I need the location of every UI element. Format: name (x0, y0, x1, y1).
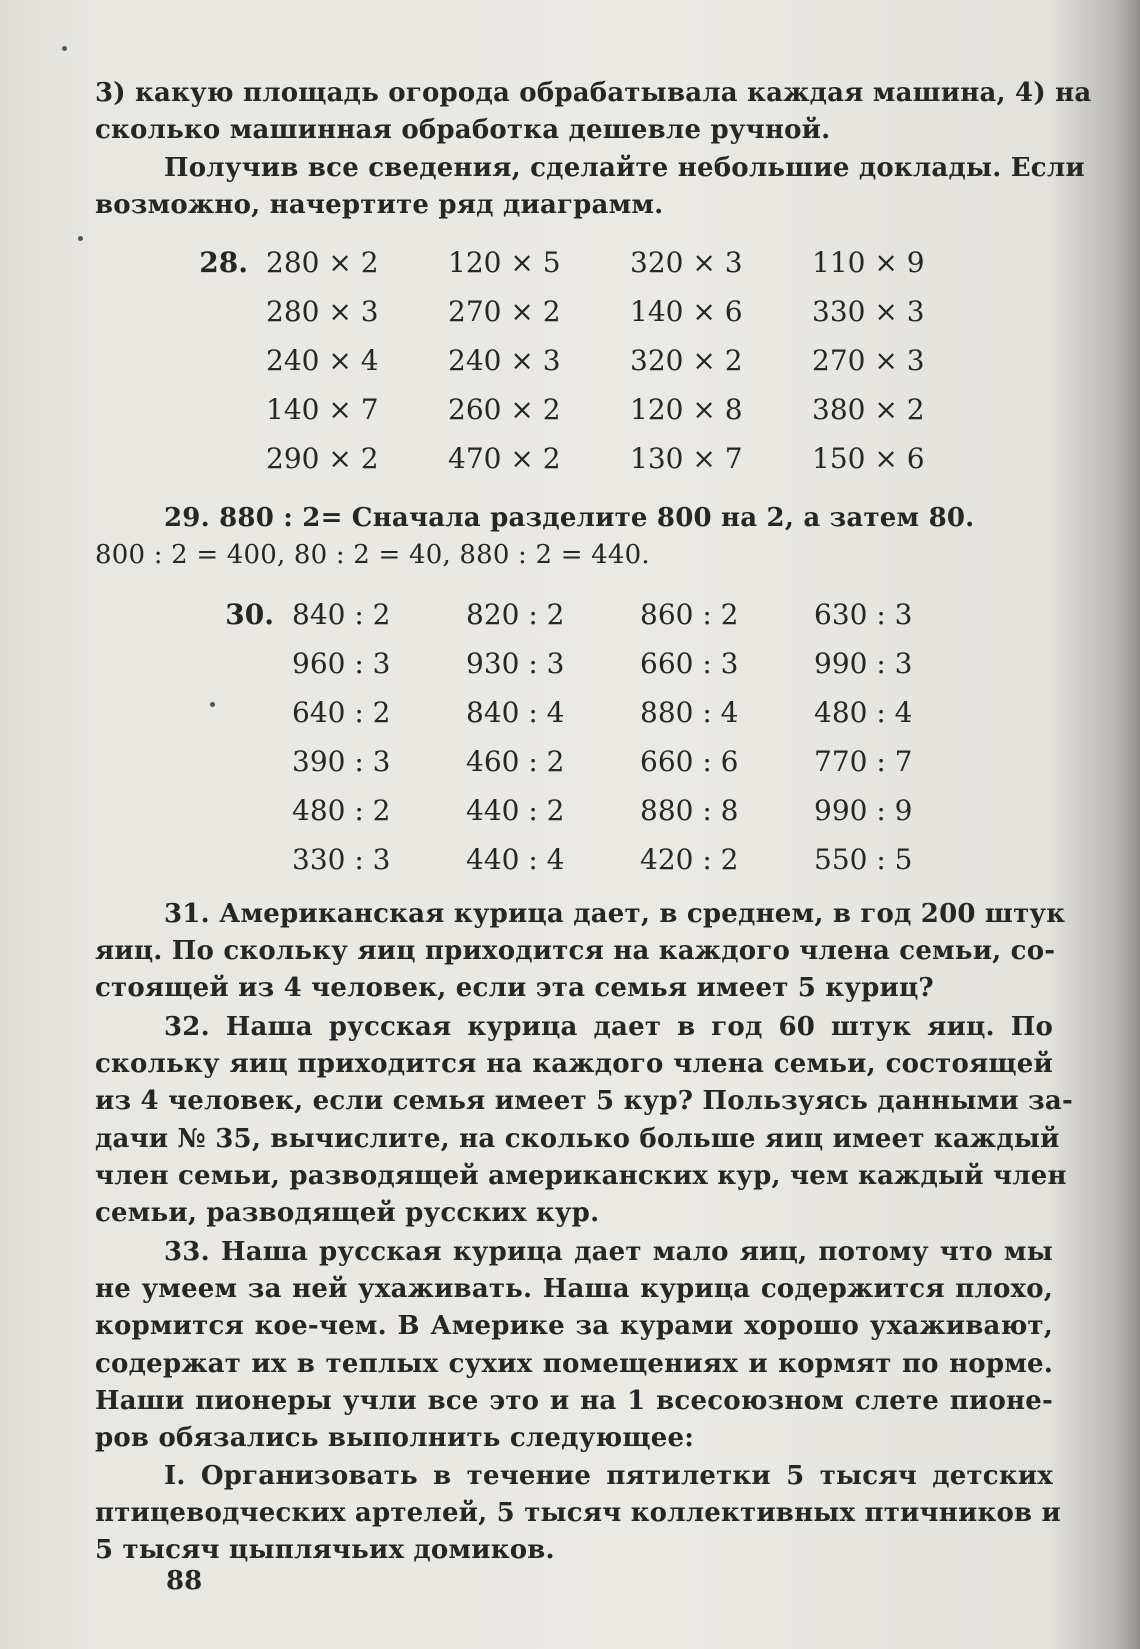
exercise-33-item-line-1 (164, 1459, 1053, 1493)
exercise-32-line-4: дачи № 35, вычислите, на сколько больше яиц имеет каждый (95, 1124, 1060, 1154)
intro-line-3: Получив все сведения, сделайте небольшие доклады. Если (164, 153, 1085, 183)
exercise-33-item-line-2: птицеводческих артелей, 5 тысяч коллективных птичников и (95, 1498, 1062, 1528)
exercise-33-line-3: кормится кое-чем. В Америке за курами хорошо ухаживают, (95, 1311, 1053, 1341)
page-number: 88 (166, 1566, 203, 1596)
exercise-cell: 880 : 4 (640, 696, 739, 729)
exercise-cell: 290 × 2 (266, 442, 379, 475)
exercise-cell: 840 : 2 (292, 598, 391, 631)
exercise-33-item-line-3: 5 тысяч цыплячьих домиков. (95, 1535, 555, 1565)
exercise-28-grid (196, 238, 994, 483)
exercise-cell: 840 : 4 (466, 696, 565, 729)
intro-line-4: возможно, начертите ряд диаграмм. (95, 190, 664, 220)
exercise-cell: 770 : 7 (814, 745, 913, 778)
exercise-32-text: Наша русская курица дает в год 60 штук яиц. По (225, 1012, 1053, 1042)
exercise-31-line-3: стоящей из 4 человек, если эта семья имеет 5 куриц? (95, 973, 934, 1003)
exercise-32-line-5: член семьи, разводящей американских кур, чем каждый член (95, 1161, 1067, 1191)
exercise-cell: 390 : 3 (292, 745, 391, 778)
exercise-cell: 260 × 2 (448, 393, 561, 426)
exercise-cell: 330 : 3 (292, 843, 391, 876)
exercise-33-line-4: содержат их в теплых сухих помещениях и кормят по норме. (95, 1349, 1053, 1379)
exercise-cell: 420 : 2 (640, 843, 739, 876)
exercise-31-number: 31. (164, 899, 210, 929)
exercise-29-number: 29. (164, 503, 210, 533)
exercise-29-line-1 (164, 501, 1053, 535)
exercise-cell: 960 : 3 (292, 647, 391, 680)
exercise-cell: 140 × 7 (266, 393, 379, 426)
exercise-31-line-2: яиц. По скольку яиц приходится на каждого члена семьи, со- (95, 936, 1056, 966)
exercise-cell: 660 : 6 (640, 745, 739, 778)
exercise-cell: 930 : 3 (466, 647, 565, 680)
exercise-31-text: Американская курица дает, в среднем, в год 200 штук (219, 899, 1066, 929)
exercise-cell: 660 : 3 (640, 647, 739, 680)
exercise-33-line-2: не умеем за ней ухаживать. Наша курица содержится плохо, (95, 1274, 1053, 1304)
exercise-cell: 380 × 2 (812, 393, 925, 426)
exercise-31-line-1 (164, 897, 1066, 931)
intro-line-1: 3) какую площадь огорода обрабатывала каждая машина, 4) на (95, 78, 1092, 108)
exercise-32-line-1 (164, 1010, 1053, 1044)
exercise-cell: 880 : 8 (640, 794, 739, 827)
exercise-cell: 150 × 6 (812, 442, 925, 475)
exercise-cell: 280 × 3 (266, 295, 379, 328)
exercise-cell: 320 × 2 (630, 344, 743, 377)
exercise-cell: 440 : 4 (466, 843, 565, 876)
exercise-cell: 330 × 3 (812, 295, 925, 328)
exercise-cell: 990 : 9 (814, 794, 913, 827)
exercise-cell: 460 : 2 (466, 745, 565, 778)
exercise-cell: 280 × 2 (266, 246, 379, 279)
exercise-33-line-6: ров обязались выполнить следующее: (95, 1423, 695, 1453)
exercise-32-line-2: скольку яиц приходится на каждого члена семьи, состоящей (95, 1049, 1053, 1079)
intro-line-2: сколько машинная обработка дешевле ручной. (95, 115, 831, 145)
exercise-28-number: 28. (199, 246, 248, 279)
exercise-cell: 270 × 2 (448, 295, 561, 328)
exercise-33-number: 33. (164, 1237, 210, 1267)
exercise-cell: 320 × 3 (630, 246, 743, 279)
exercise-cell: 990 : 3 (814, 647, 913, 680)
print-speck (78, 236, 83, 241)
exercise-cell: 130 × 7 (630, 442, 743, 475)
print-speck (62, 46, 67, 51)
exercise-32-number: 32. (164, 1012, 210, 1042)
exercise-30-grid (222, 590, 988, 884)
exercise-32-line-6: семьи, разводящей русских кур. (95, 1198, 600, 1228)
print-speck (210, 702, 215, 707)
exercise-cell: 480 : 4 (814, 696, 913, 729)
exercise-33-line-1 (164, 1235, 1053, 1269)
exercise-cell: 440 : 2 (466, 794, 565, 827)
exercise-30-number: 30. (225, 598, 274, 631)
exercise-cell: 640 : 2 (292, 696, 391, 729)
exercise-cell: 240 × 3 (448, 344, 561, 377)
exercise-32-line-3: из 4 человек, если семья имеет 5 кур? Пользуясь данными за- (95, 1086, 1073, 1116)
exercise-33-line-5: Наши пионеры учли все это и на 1 всесоюзном слете пионе- (95, 1386, 1053, 1416)
exercise-cell: 480 : 2 (292, 794, 391, 827)
exercise-cell: 860 : 2 (640, 598, 739, 631)
exercise-cell: 630 : 3 (814, 598, 913, 631)
exercise-cell: 110 × 9 (812, 246, 925, 279)
exercise-cell: 270 × 3 (812, 344, 925, 377)
exercise-cell: 470 × 2 (448, 442, 561, 475)
exercise-29-line-2: 800 : 2 = 400, 80 : 2 = 40, 880 : 2 = 440. (95, 540, 650, 570)
exercise-cell: 120 × 5 (448, 246, 561, 279)
exercise-cell: 240 × 4 (266, 344, 379, 377)
exercise-cell: 820 : 2 (466, 598, 565, 631)
exercise-29-text: 880 : 2= Сначала разделите 800 на 2, а затем 80. (219, 503, 975, 533)
exercise-cell: 120 × 8 (630, 393, 743, 426)
exercise-cell: 550 : 5 (814, 843, 913, 876)
exercise-33-item-number: I. (164, 1461, 186, 1491)
exercise-33-text: Наша русская курица дает мало яиц, потому что мы (220, 1237, 1053, 1267)
exercise-33-item-text: Организовать в течение пятилетки 5 тысяч детских (200, 1461, 1053, 1491)
exercise-cell: 140 × 6 (630, 295, 743, 328)
